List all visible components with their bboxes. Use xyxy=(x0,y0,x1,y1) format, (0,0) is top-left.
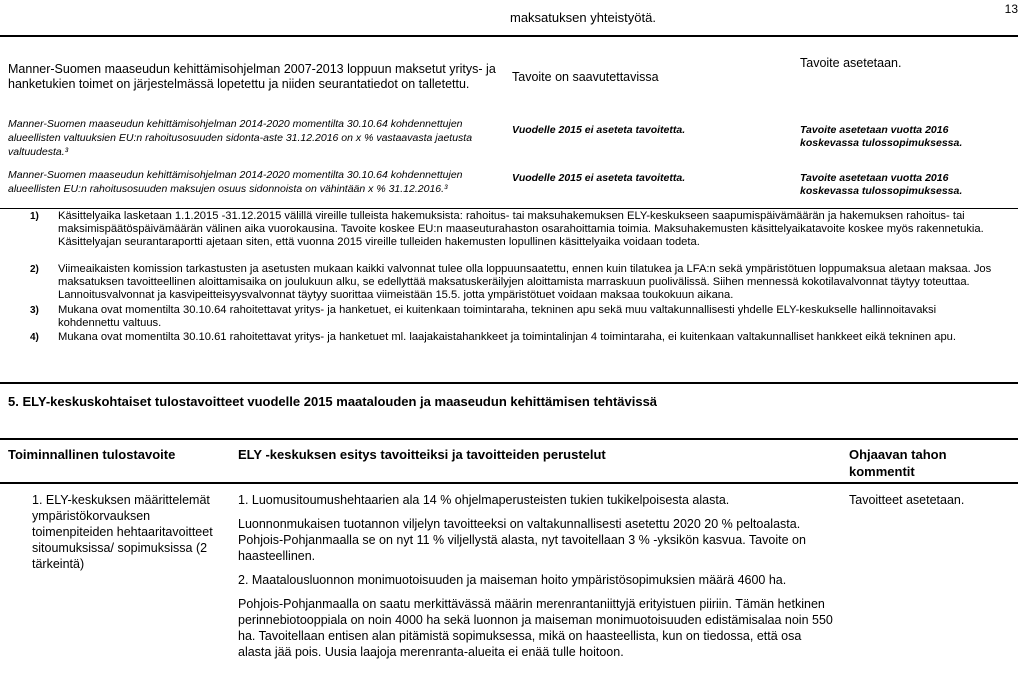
table-rule xyxy=(0,438,1018,440)
section-title: 5. ELY-keskuskohtaiset tulostavoitteet vuodelle 2015 maatalouden ja maaseudun kehittämisen tehtävissä xyxy=(8,394,658,409)
column-header-comments: Ohjaavan tahon kommentit xyxy=(849,447,947,479)
table-rule xyxy=(0,35,1018,37)
column-header-objective: Toiminnallinen tulostavoite xyxy=(8,447,176,462)
proposal-paragraph: Luonnonmukaisen tuotannon viljelyn tavoitteeksi on valtakunnallisesti asetettu 2020 20 % peltoalasta. Pohjois-Pohjanmaalla se on nyt 11 % viljellystä alasta, nyt tavoitellaan 3 % -yksikön kasvua. Tavoite on haasteellinen. xyxy=(238,517,806,563)
top-row3-col2: Vuodelle 2015 ei aseteta tavoitetta. xyxy=(512,172,686,184)
row1-proposal xyxy=(238,492,833,668)
footnote-number: 3) xyxy=(30,305,39,316)
footnote-number: 2) xyxy=(30,264,39,275)
footnote-text: Viimeaikaisten komission tarkastusten ja asetusten mukaan kaikki valvonnat tulee olla loppuunsaatettu, ennen kuin tilatukea ja LFA:n sekä ympäristötuen loppumaksua aletaan maksaa. Jos maksatuksen tavoitteellinen aloittamisaika on joulukuun alku, se edellyttää maksatuskeräilyjen aloittamista marraskuun puolivälissä. Siihen mennessä kokotilavalvonnat täytyy toteuttaa. Lannoitusvalvonnat ja kasvipeitteisyysvalvonnat täytyy suorittaa viimeistään 15.5. jotta ympäristötuet voidaan maksaa toukokuun aikana. xyxy=(58,263,992,302)
footnote-text: Mukana ovat momentilta 30.10.61 rahoitettavat yritys- ja hanketuet ml. laajakaistahankkeet ja toimintalinjan 4 toimintaraha, ei kuitenkaan valtakunnalliset hankkeet eikä tekninen apu. xyxy=(58,331,957,343)
top-row2-col3: Tavoite asetetaan vuotta 2016 koskevassa tulossopimuksessa. xyxy=(800,124,963,149)
column-header-proposal: ELY -keskuksen esitys tavoitteiksi ja tavoitteiden perustelut xyxy=(238,447,606,462)
footnote-text: Käsittelyaika lasketaan 1.1.2015 -31.12.2015 välillä vireille tulleista hakemuksista: rahoitus- tai maksuhakemuksen ELY-keskukseen saapumispäivämäärän ja hakemuksen rahoitus- tai maksimispäätöspäivämäärän välinen aika vuorokausina. Tavoite koskee EU:n maaseuturahaston osarahoittamia toimia. Maksuhakemusten käsittelyaikatavoite koskee myös rakennetukia. Käsittelyajan seurantaraportti ajetaan siten, että vuonna 2015 vireille tulleiden hakemusten lopullinen käsittelyaika voidaan todeta. xyxy=(58,210,984,249)
footnote-1 xyxy=(8,210,1008,250)
top-row2-col2: Vuodelle 2015 ei aseteta tavoitetta. xyxy=(512,124,686,136)
top-row2-col1: Manner-Suomen maaseudun kehittämisohjelman 2014-2020 momentilta 30.10.64 kohdennettujen alueellisten valtuuksien EU:n rahoitusosuuden sidonta-aste 31.12.2016 on x % vastaavasta jaetusta valtuudesta.³ xyxy=(8,118,473,158)
top-row3-col3: Tavoite asetetaan vuotta 2016 koskevassa tulossopimuksessa. xyxy=(800,172,963,197)
row1-comments: Tavoitteet asetetaan. xyxy=(849,493,965,507)
top-row0-col2: maksatuksen yhteistyötä. xyxy=(510,10,656,25)
footnote-number: 4) xyxy=(30,332,39,343)
page-number: 13 xyxy=(1004,2,1018,16)
top-row1-col1: Manner-Suomen maaseudun kehittämisohjelman 2007-2013 loppuun maksetut yritys- ja hanketukien toimet on järjestelmässä lopetettu ja niiden seurantatiedot on talletettu. xyxy=(8,62,496,91)
top-row1-col3: Tavoite asetetaan. xyxy=(800,56,902,70)
top-row3-col1: Manner-Suomen maaseudun kehittämisohjelman 2014-2020 momentilta 30.10.64 kohdennettujen alueellisten EU:n rahoitusosuuden maksujen osuus sidonnoista on vähintään x % 31.12.2016.³ xyxy=(8,169,463,195)
footnote-4 xyxy=(8,331,1008,344)
footnote-text: Mukana ovat momentilta 30.10.64 rahoitettavat yritys- ja hanketuet, ei kuitenkaan toimintaraha, tekninen apu sekä muu valtakunnallisesti yhdelle ELY-keskukselle hallinnoitavaksi kohdennettu valtuus. xyxy=(58,304,937,330)
row1-objective: 1. ELY-keskuksen määrittelemät ympäristökorvauksen toimenpiteiden hehtaaritavoitteet sitoumuksissa/ sopimuksissa (2 tärkeintä) xyxy=(32,493,213,571)
proposal-paragraph: 2. Maatalousluonnon monimuotoisuuden ja maiseman hoito ympäristösopimuksien määrä 4600 ha. xyxy=(238,573,787,587)
table-rule xyxy=(0,208,1018,209)
top-row1-col2: Tavoite on saavutettavissa xyxy=(512,70,659,84)
footnote-2 xyxy=(8,263,1008,303)
proposal-paragraph: Pohjois-Pohjanmaalla on saatu merkittävässä määrin merenrantaniittyjä erityistuen piiriin. Tämän hetkinen perinnebiotooppiala on noin 4000 ha sekä luonnon ja maiseman monimuotoisuuden edistämisalaa noin 550 ha. Tavoitellaan entisen alan pitämistä sopimuksessa, mikä on haasteellista, kun on tiedossa, että osa alasta jää pois. Uusia laajoja merenranta-alueita ei enää tulle hoitoon. xyxy=(238,597,833,659)
footnote-number: 1) xyxy=(30,211,39,222)
footnote-3 xyxy=(8,304,1008,330)
proposal-paragraph: 1. Luomusitoumushehtaarien ala 14 % ohjelmaperusteisten tukien tukikelpoisesta alasta. xyxy=(238,493,730,507)
table-rule xyxy=(0,482,1018,484)
table-rule xyxy=(0,382,1018,384)
